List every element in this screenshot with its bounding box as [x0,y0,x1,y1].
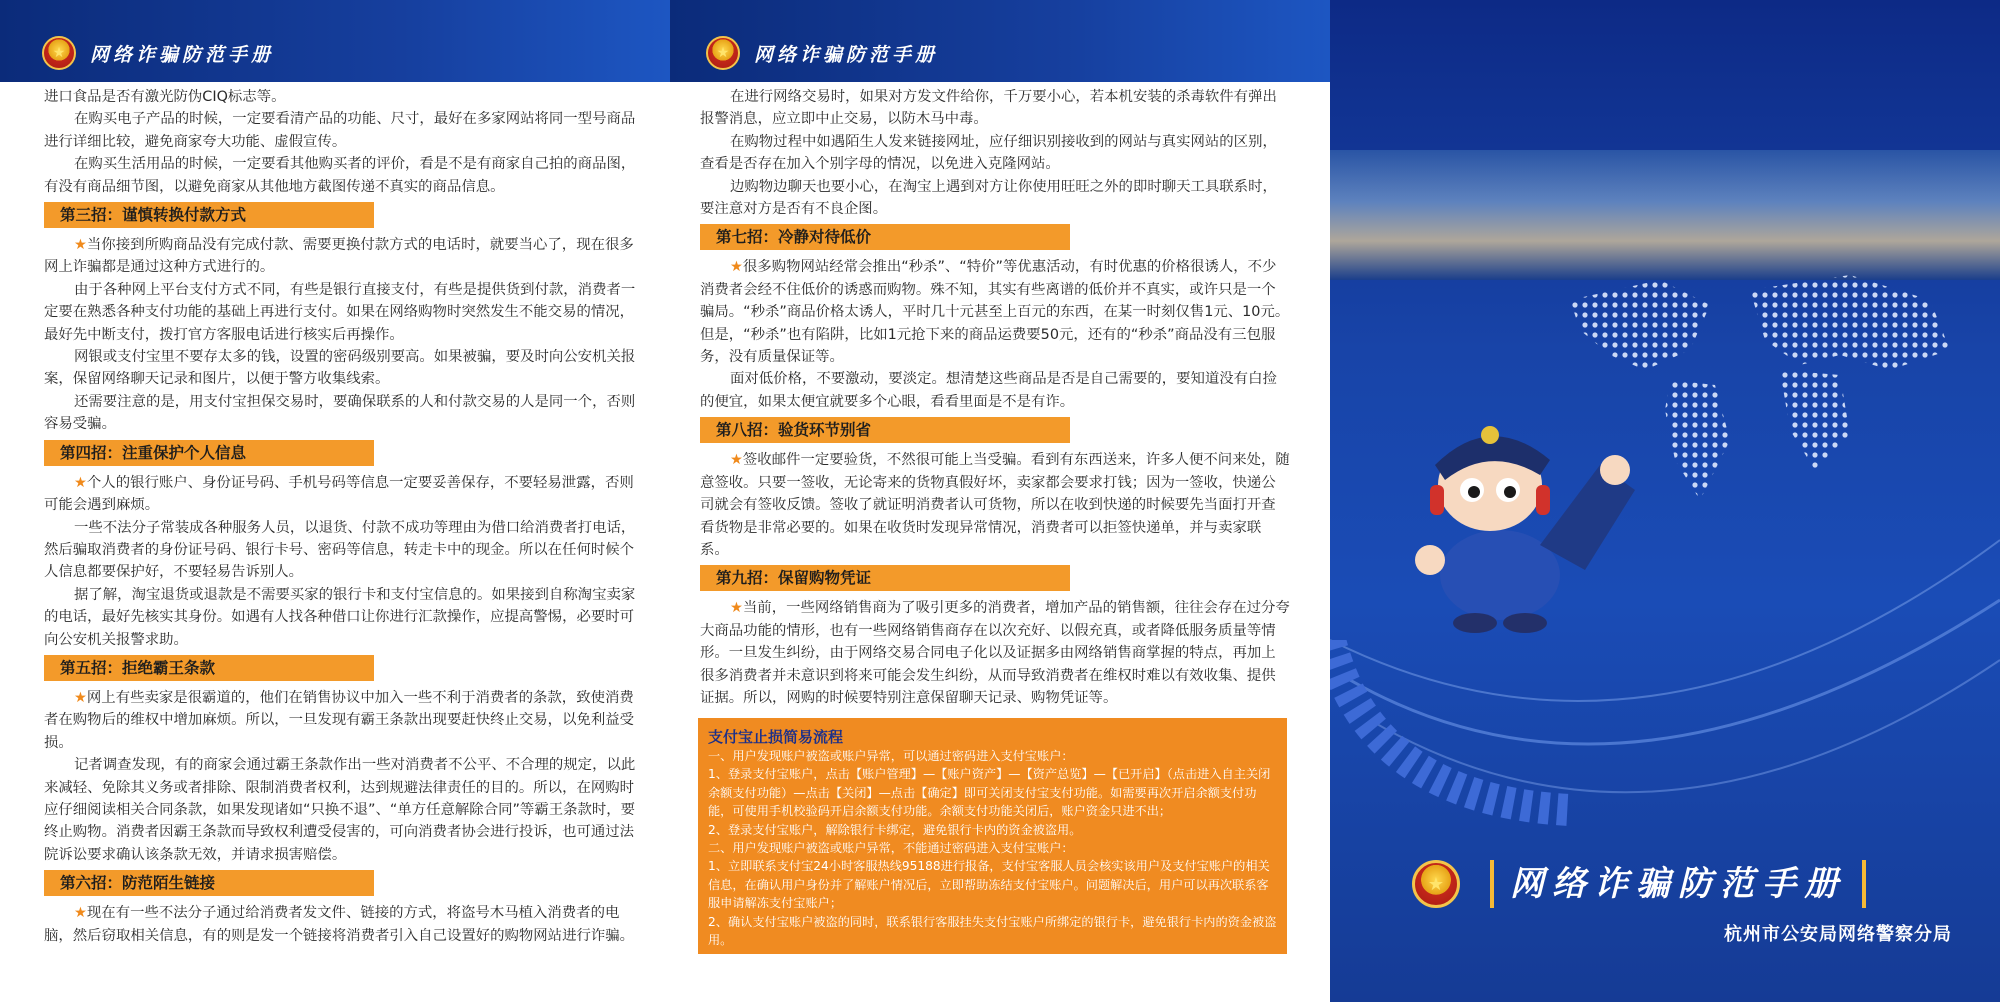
alipay-box-line: 一、用户发现账户被盗或账户异常，可以通过密码进入支付宝账户： [708,749,1074,763]
paragraph: 当你接到所购商品没有完成付款、需要更换付款方式的电话时，就要当心了，现在很多网上诈骗都是通过这种方式进行的。 [44,237,634,276]
alipay-box-line: 2、登录支付宝账户，解除银行卡绑定，避免银行卡内的资金被盗用。 [708,822,1082,837]
section-heading: 第四招：注重保护个人信息 [44,440,374,466]
paragraph: 据了解，淘宝退货或退款是不需要买家的银行卡和支付宝信息的。如果接到自称淘宝卖家的电话，最好先核实其身份。如遇有人找各种借口让你进行汇款操作，应提高警惕，必要时可向公安机关报警求助。 [44,586,636,648]
paragraph: 当前，一些网络销售商为了吸引更多的消费者，增加产品的销售额，往往会存在过分夸大商品功能的情形，也有一些网络销售商存在以次充好、以假充真，或者降低服务质量等情形。一旦发生纠纷，由于网络交易合同电子化以及证据多由网络销售商掌握的特点，再加上很多消费者并未意识到将来可能会发生纠纷，从而导致消费者在维权时难以有效收集、提供证据。所以，网购的时候要特别注意保留聊天记录、购物凭证等。 [700,600,1290,706]
header-left-title: 网络诈骗防范手册 [90,43,275,66]
header-bar-mid [670,0,1330,82]
paragraph: 进口食品是否有激光防伪CIQ标志等。 [44,89,286,105]
left-column [44,86,644,947]
middle-column [700,86,1290,709]
paragraph: 个人的银行账户、身份证号码、手机号码等信息一定要妥善保存，不要轻易泄露，否则可能会遇到麻烦。 [44,474,634,514]
paragraph: 在购买生活用品的时候，一定要看其他购买者的评价，看是不是有商家自己拍的商品图，有没有商品细节图，以避免商家从其他地方截图传递不真实的商品信息。 [44,156,636,195]
paragraph: 很多购物网站经常会推出“秒杀”、“特价”等优惠活动，有时优惠的价格很诱人，不少消费者会经不住低价的诱惑而购物。殊不知，其实有些离谱的低价并不真实，或许只是一个骗局。“秒杀”商品价格太诱人，平时几十元甚至上百元的东西，在某一时刻仅售1元、10元。但是，“秒杀”也有陷阱，比如1元抢下来的商品运费要50元，还有的“秒杀”商品没有三包服务，没有质量保证等。 [700,259,1290,366]
paragraph: 网上有些卖家是很霸道的，他们在销售协议中加入一些不利于消费者的条款，致使消费者在购物后的维权中增加麻烦。所以，一旦发现有霸王条款出现要赶快终止交易，以免利益受损。 [44,689,635,751]
paragraph: 签收邮件一定要验货，不然很可能上当受骗。看到有东西送来，许多人便不问来处，随意签收。只要一签收，无论寄来的货物真假好坏，卖家都会要求打钱；因为一签收，快递公司就会有签收反馈。签收了就证明消费者认可货物，所以在收到快递的时候要先当面打开查看货物是非常必要的。如果在收货时发现异常情况，消费者可以拒签快递单，并与卖家联系。 [700,452,1290,558]
paragraph: 在购物过程中如遇陌生人发来链接网址，应仔细识别接收到的网站与真实网站的区别，查看是否存在加入个别字母的情况，以免进入克隆网站。 [700,133,1277,173]
star-icon: ★ [74,237,87,254]
section-heading: 第八招：验货环节别省 [700,417,1070,443]
alipay-loss-stop-box [698,718,1287,954]
section-heading: 第五招：拒绝霸王条款 [44,655,374,681]
alipay-box-line: 1、立即联系支付宝24小时客服热线95188进行报备，支付宝客服人员会核实该用户及支付宝账户的相关信息，在确认用户身份并了解账户情况后，立即帮助冻结支付宝账户。问题解决后，用户可以再次联系客服申请解冻支付宝账户； [708,859,1270,911]
alipay-box-line: 2、确认支付宝账户被盗的同时，联系银行客服挂失支付宝账户所绑定的银行卡，避免银行卡内的资金被盗用。 [708,914,1277,948]
star-icon: ★ [730,259,743,276]
star-icon: ★ [74,689,87,706]
cover-subtitle: 杭州市公安局网络警察分局 [1724,924,1952,945]
paragraph: 由于各种网上平台支付方式不同，有些是银行直接支付，有些是提供货到付款，消费者一定要在熟悉各种支付功能的基础上再进行支付。如果在网络购物时突然发生不能交易的情况，最好先中断支付，拨打官方客服电话进行核实后再操作。 [44,281,636,343]
police-emblem-icon: ★ [706,36,740,70]
header-mid-title: 网络诈骗防范手册 [754,43,939,66]
paragraph: 面对低价格，不要激动，要淡定。想清楚这些商品是否是自己需要的，要知道没有白捡的便宜，如果太便宜就要多个心眼，看看里面是不是有诈。 [700,371,1277,410]
section-heading: 第六招：防范陌生链接 [44,870,374,896]
star-icon: ★ [74,474,87,491]
police-emblem-icon: ★ [1412,860,1460,908]
paragraph: 边购物边聊天也要小心，在淘宝上遇到对方让你使用旺旺之外的即时聊天工具联系时，要注意对方是否有不良企图。 [700,178,1277,218]
alipay-box-title: 支付宝止损简易流程 [708,728,844,746]
paragraph: 记者调查发现，有的商家会通过霸王条款作出一些对消费者不公平、不合理的规定，以此来减轻、免除其义务或者排除、限制消费者权利，达到规避法律责任的目的。所以，在网购时应仔细阅读相关合同条款，如果发现诸如“只换不退”、“单方任意解除合同”等霸王条款时，要终止购物。消费者因霸王条款而导致权利遭受侵害的，可向消费者协会进行投诉，也可通过法院诉讼要求确认该条款无效，并请求损害赔偿。 [44,757,636,863]
paragraph: 现在有一些不法分子通过给消费者发文件、链接的方式，将盗号木马植入消费者的电脑，然后窃取相关信息，有的则是发一个链接将消费者引入自己设置好的购物网站进行诈骗。 [44,905,635,944]
section-heading: 第三招：谨慎转换付款方式 [44,202,374,228]
section-heading: 第九招：保留购物凭证 [700,565,1070,591]
paragraph: 一些不法分子常装成各种服务人员，以退货、付款不成功等理由为借口给消费者打电话，然后骗取消费者的身份证号码、银行卡号、密码等信息，转走卡中的现金。所以在任何时候个人信息都要保护好，不要轻易告诉别人。 [44,519,636,581]
paragraph: 在购买电子产品的时候，一定要看清产品的功能、尺寸，最好在多家网站将同一型号商品进行详细比较，避免商家夸大功能、虚假宣传。 [44,111,636,150]
header-bar-left [0,0,670,82]
cover-title: 网络诈骗防范手册 [1490,860,1866,908]
alipay-box-line: 1、登录支付宝账户，点击【账户管理】—【账户资产】—【资产总览】—【已开启】（点击进入自主关闭余额支付功能）—点击【关闭】—点击【确定】即可关闭支付宝支付功能。如需要再次开启余额支付功能，可使用手机校验码开启余额支付功能。余额支付功能关闭后，账户资金只进不出； [708,767,1271,819]
alipay-box-line: 二、用户发现账户被盗或账户异常，不能通过密码进入支付宝账户： [708,841,1074,856]
header-mid [706,36,938,70]
paragraph: 在进行网络交易时，如果对方发文件给你，千万要小心，若本机安装的杀毒软件有弹出报警消息，应立即中止交易，以防木马中毒。 [700,89,1277,128]
gear-arc-graphic [1330,640,1650,840]
police-emblem-icon: ★ [42,36,76,70]
cover-title-block [1412,860,1952,960]
section-heading: 第七招：冷静对待低价 [700,224,1070,250]
star-icon: ★ [730,600,743,617]
paragraph: 还需要注意的是，用支付宝担保交易时，要确保联系的人和付款交易的人是同一个，否则容易受骗。 [44,393,636,433]
cover-panel [1330,0,2000,1002]
paragraph: 网银或支付宝里不要存太多的钱，设置的密码级别要高。如果被骗，要及时向公安机关报案，保留网络聊天记录和图片，以便于警方收集线索。 [44,349,636,388]
police-mascot-illustration [1390,395,1670,635]
star-icon: ★ [730,452,743,469]
star-icon: ★ [74,905,87,922]
header-left [42,36,274,70]
